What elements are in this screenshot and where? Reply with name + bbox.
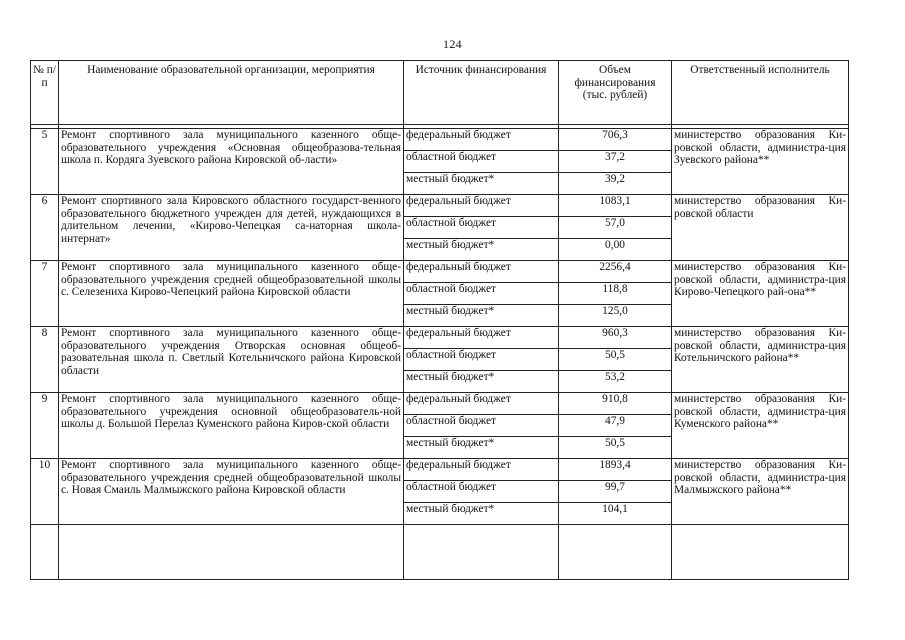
event-description: Ремонт спортивного зала муниципального казенного обще-образовательного учреждения средней общеобразовательной школы с. Селезениха Кирово-Чепецкий района Кировской области [59,261,404,327]
funding-amount: 50,5 [559,349,672,371]
funding-source: областной бюджет [404,151,559,173]
funding-source: местный бюджет* [404,371,559,393]
funding-amount: 125,0 [559,305,672,327]
funding-source: областной бюджет [404,283,559,305]
funding-table [30,60,849,580]
funding-amount: 2256,4 [559,261,672,283]
funding-amount: 118,8 [559,283,672,305]
funding-source: федеральный бюджет [404,129,559,151]
table-header-row [31,61,849,125]
table-row [31,195,849,217]
row-number: 10 [31,459,59,525]
responsible-executor: министерство образования Ки-ровской области, администра-ция Котельничского района** [672,327,849,393]
table-row [31,327,849,349]
funding-source: федеральный бюджет [404,327,559,349]
funding-source: местный бюджет* [404,437,559,459]
funding-source: местный бюджет* [404,305,559,327]
funding-source: областной бюджет [404,217,559,239]
funding-amount: 53,2 [559,371,672,393]
funding-amount: 960,3 [559,327,672,349]
event-description: Ремонт спортивного зала муниципального казенного обще-образовательного учреждения основной общеобразователь-ной школы д. Большой Перелаз Куменского района Киров-ской области [59,393,404,459]
funding-amount: 1893,4 [559,459,672,481]
funding-source: областной бюджет [404,349,559,371]
responsible-executor: министерство образования Ки-ровской области [672,195,849,261]
funding-source: федеральный бюджет [404,261,559,283]
event-description: Ремонт спортивного зала муниципального казенного обще-образовательного учреждения «Основная общеобразова-тельная школа п. Кордяга Зуевского района Кировской об-ласти» [59,129,404,195]
funding-source: местный бюджет* [404,503,559,525]
funding-source: федеральный бюджет [404,195,559,217]
funding-amount: 47,9 [559,415,672,437]
funding-amount: 910,8 [559,393,672,415]
responsible-executor: министерство образования Ки-ровской области, администра-ция Куменского района** [672,393,849,459]
table-row [31,129,849,151]
funding-amount: 57,0 [559,217,672,239]
header-executor: Ответственный исполнитель [672,61,849,125]
responsible-executor: министерство образования Ки-ровской области, администра-ция Малмыжского района** [672,459,849,525]
table-row [31,459,849,481]
page-number: 124 [443,37,462,51]
responsible-executor: министерство образования Ки-ровской области, администра-ция Кирово-Чепецкого рай-она** [672,261,849,327]
funding-amount: 37,2 [559,151,672,173]
funding-amount: 1083,1 [559,195,672,217]
header-name: Наименование образовательной организации, мероприятия [59,61,404,125]
event-description: Ремонт спортивного зала муниципального казенного обще-образовательного учреждения средней общеобразовательной школы с. Новая Смаиль Малмыжского района Кировской области [59,459,404,525]
row-number: 5 [31,129,59,195]
header-num: № п/п [31,61,59,125]
table-row [31,261,849,283]
funding-source: местный бюджет* [404,239,559,261]
event-description: Ремонт спортивного зала муниципального казенного обще-образовательного учреждения Отворская основная общеоб-разовательная школа п. Светлый Котельничского района Кировской области [59,327,404,393]
row-number: 8 [31,327,59,393]
funding-source: федеральный бюджет [404,393,559,415]
row-number: 7 [31,261,59,327]
funding-source: областной бюджет [404,481,559,503]
funding-amount: 50,5 [559,437,672,459]
funding-amount: 39,2 [559,173,672,195]
header-source: Источник финансирования [404,61,559,125]
responsible-executor: министерство образования Ки-ровской области, администра-ция Зуевского района** [672,129,849,195]
funding-source: федеральный бюджет [404,459,559,481]
table-row [31,393,849,415]
event-description: Ремонт спортивного зала Кировского областного государст-венного образовательного бюджетного учрежден для детей, нуждающихся в длительном лечении, «Кирово-Чепецкая са-наторная школа-интернат» [59,195,404,261]
funding-source: областной бюджет [404,415,559,437]
header-volume: Объем финансирования (тыс. рублей) [559,61,672,125]
funding-amount: 706,3 [559,129,672,151]
row-number: 9 [31,393,59,459]
funding-amount: 0,00 [559,239,672,261]
funding-source: местный бюджет* [404,173,559,195]
table-empty-row [31,525,849,580]
funding-amount: 99,7 [559,481,672,503]
row-number: 6 [31,195,59,261]
funding-amount: 104,1 [559,503,672,525]
